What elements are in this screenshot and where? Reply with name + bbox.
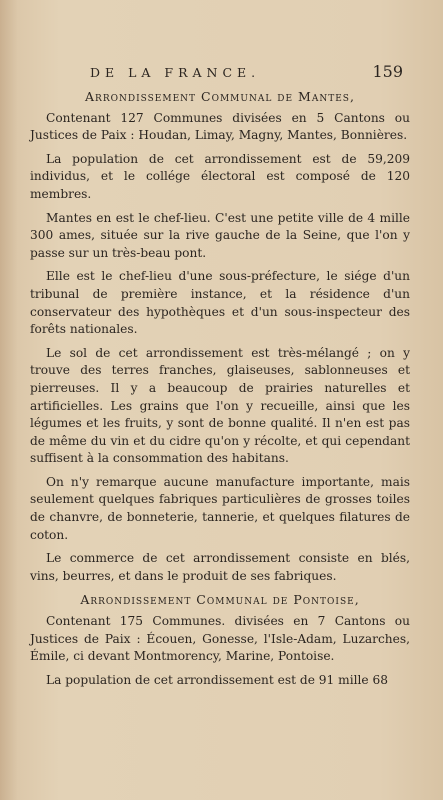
page-header xyxy=(90,62,403,81)
paragraph: Mantes en est le chef-lieu. C'est une petite ville de 4 mille 300 ames, située sur la rive gauche de la Seine, que l'on y passe sur un très-beau pont. xyxy=(30,210,410,260)
paragraph: Le sol de cet arrondissement est très-mélangé ; on y trouve des terres franches, glaiseuses, sablonneuses et pierreuses. Il y a beaucoup de prairies naturelles et artificielles. Les grains que l'on y recueille, ainsi que les légumes et les fruits, y sont de bonne qualité. Il n'en est pas de même du vin et du cidre qu'on y récolte, et qui cependant suffisent à la consommation des habitans. xyxy=(30,345,410,466)
section-heading-pontoise: Arrondissement Communal de Pontoise, xyxy=(80,592,360,608)
paragraph: La population de cet arrondissement est de 59,209 individus, et le collége électoral est composé de 120 membres. xyxy=(30,151,410,201)
paragraph: Le commerce de cet arrondissement consiste en blés, vins, beurres, et dans le produit de ses fabriques. xyxy=(30,551,410,583)
paragraph: Contenant 127 Communes divisées en 5 Cantons ou Justices de Paix : Houdan, Limay, Magny, Mantes, Bonnières. xyxy=(30,110,410,143)
section-heading-mantes: Arrondissement Communal de Mantes, xyxy=(85,89,355,104)
paragraph: La population de cet arrondissement est de 91 mille 68 xyxy=(46,672,389,687)
page-number: 159 xyxy=(372,62,403,81)
paragraph: Contenant 175 Communes. divisées en 7 Cantons ou Justices de Paix : Écouen, Gonesse, l'Isle-Adam, Luzarches, Émile, ci devant Montmorency, Marine, Pontoise. xyxy=(30,614,410,664)
running-head: DE LA FRANCE. xyxy=(90,65,261,80)
page-text xyxy=(30,84,410,695)
paragraph: Elle est le chef-lieu d'une sous-préfecture, le siége d'un tribunal de première instance, et la résidence d'un conservateur des hypothèques et d'un sous-inspecteur des forêts nationales. xyxy=(30,269,410,337)
paragraph: On n'y remarque aucune manufacture importante, mais seulement quelques fabriques particulières de grosses toiles de chanvre, de bonneterie, tannerie, et quelques filatures de coton. xyxy=(30,474,410,542)
